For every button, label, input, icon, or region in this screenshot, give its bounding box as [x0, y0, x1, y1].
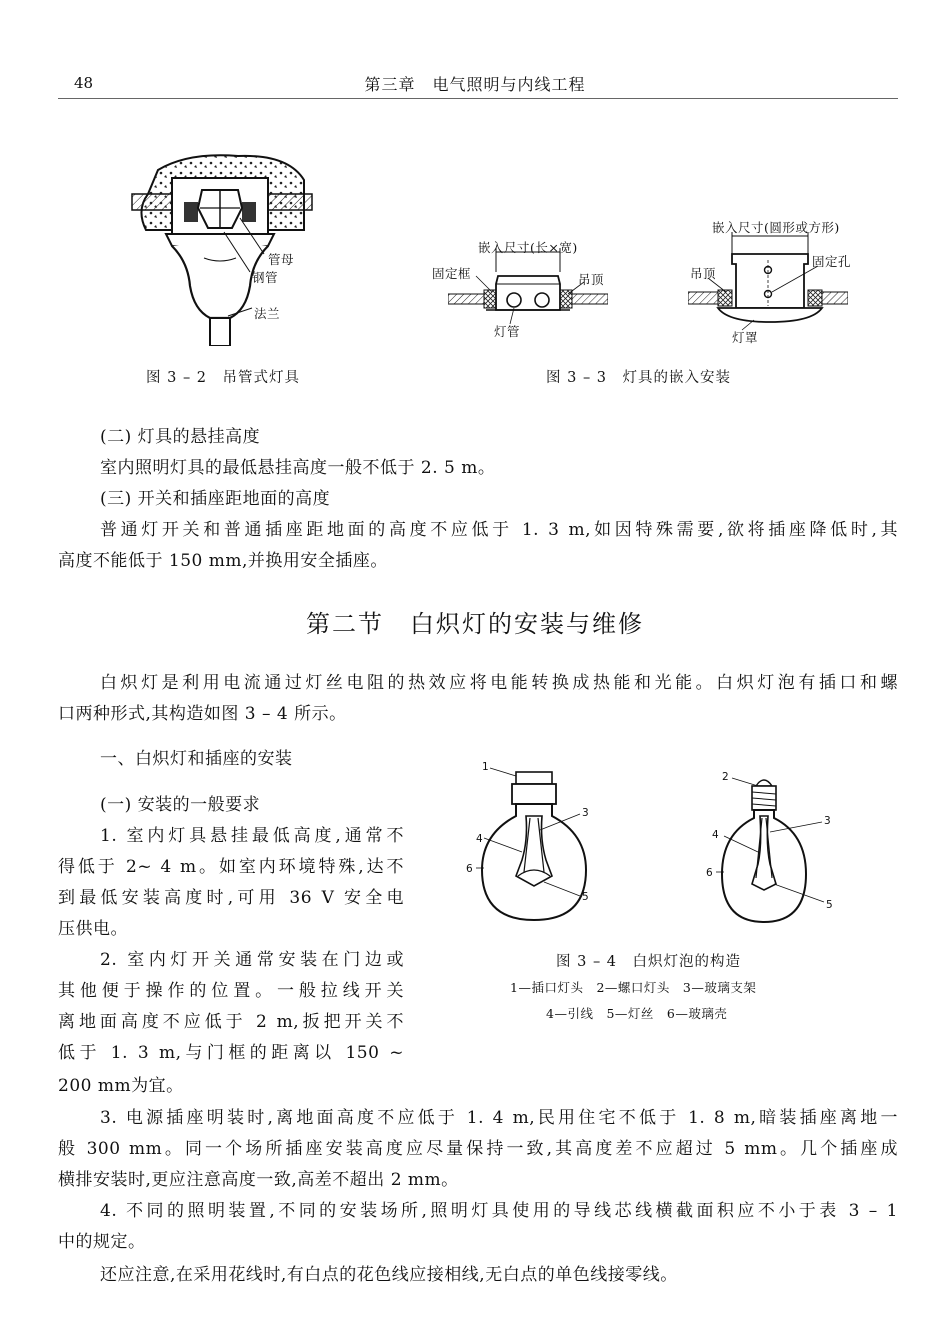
item1-line1: 1. 室内灯具悬挂最低高度,通常不: [100, 826, 404, 846]
item1-line4: 压供电。: [58, 919, 128, 939]
fig33-left-tube: 灯管: [494, 324, 521, 339]
item2-line2: 其他便于操作的位置。一般拉线开关: [58, 981, 404, 1001]
fig33-right-dim: 嵌入尺寸(圆形或方形): [712, 220, 840, 235]
figure-3-3-left-recessed-tube: [448, 246, 608, 332]
bulb-label-3-right: 3: [824, 815, 831, 827]
bulb-label-6-left: 6: [466, 863, 473, 875]
header-rule: [58, 98, 898, 99]
figure-3-2-pendant-lamp: [128, 150, 318, 346]
heading-hang-height: (二) 灯具的悬挂高度: [100, 427, 261, 447]
fig34-caption: 图 3 – 4 白炽灯泡的构造: [556, 954, 742, 970]
fig33-right-cover: 灯罩: [732, 330, 759, 345]
fig34-legend-line2: 4—引线 5—灯丝 6—玻璃壳: [546, 1006, 728, 1021]
bulb-label-4-right: 4: [712, 829, 719, 841]
para-intro-line1: 白炽灯是利用电流通过灯丝电阻的热效应将电能转换成热能和光能。白炽灯泡有插口和螺: [100, 673, 898, 693]
fig32-label-nut: 管母: [268, 252, 295, 267]
heading-install: 一、白炽灯和插座的安装: [100, 749, 293, 769]
item2-line1: 2. 室内灯开关通常安装在门边或: [100, 950, 404, 970]
para-switch-line1: 普通灯开关和普通插座距地面的高度不应低于 1. 3 m,如因特殊需要,欲将插座降低时,其: [100, 520, 898, 540]
fig33-left-frame: 固定框: [432, 266, 472, 281]
item2-line3: 离地面高度不应低于 2 m,扳把开关不: [58, 1012, 404, 1032]
item2-line4: 低于 1. 3 m,与门框的距离以 150 ~: [58, 1043, 404, 1063]
bulb-label-3-left: 3: [582, 807, 589, 819]
para-switch-line2: 高度不能低于 150 mm,并换用安全插座。: [58, 551, 388, 571]
heading-switch-height: (三) 开关和插座距地面的高度: [100, 489, 331, 509]
para-intro-line2: 口两种形式,其构造如图 3 – 4 所示。: [58, 704, 347, 724]
figure-3-4-bulbs: [460, 760, 850, 930]
fig32-caption: 图 3 – 2 吊管式灯具: [146, 370, 301, 386]
fig33-right-ceiling: 吊顶: [690, 266, 717, 281]
screw-bulb: [716, 778, 824, 922]
heading-general-req: (一) 安装的一般要求: [100, 795, 261, 815]
item4-line2: 中的规定。: [58, 1232, 146, 1252]
fig33-left-dim: 嵌入尺寸(长×宽): [478, 240, 578, 255]
bulb-label-6-right: 6: [706, 867, 713, 879]
item2-line5: 200 mm为宜。: [58, 1076, 184, 1096]
para-last: 还应注意,在采用花线时,有白点的花色线应接相线,无白点的单色线接零线。: [100, 1265, 678, 1285]
item1-line3: 到最低安装高度时,可用 36 V 安全电: [58, 888, 404, 908]
para-hang-height: 室内照明灯具的最低悬挂高度一般不低于 2. 5 m。: [100, 458, 496, 478]
item4-line1: 4. 不同的照明装置,不同的安装场所,照明灯具使用的导线芯线横截面积应不小于表 3 – 1: [100, 1201, 898, 1221]
bayonet-bulb: [476, 768, 586, 920]
item3-line2: 般 300 mm。同一个场所插座安装高度应尽量保持一致,其高度差不应超过 5 mm。几个插座成: [58, 1139, 898, 1159]
page-number: 48: [74, 74, 94, 92]
item1-line2: 得低于 2~ 4 m。如室内环境特殊,达不: [58, 857, 404, 877]
fig33-right-hole: 固定孔: [812, 254, 852, 269]
bulb-label-5-left: 5: [582, 891, 589, 903]
bulb-label-1: 1: [482, 761, 489, 773]
section-title: 第二节 白炽灯的安装与维修: [306, 610, 644, 638]
fig32-label-pipe: 钢管: [252, 270, 279, 285]
fig33-caption: 图 3 – 3 灯具的嵌入安装: [546, 370, 732, 386]
fig32-label-flange: 法兰: [254, 306, 281, 321]
bulb-label-2: 2: [722, 771, 729, 783]
item3-line3: 横排安装时,更应注意高度一致,高差不超出 2 mm。: [58, 1170, 459, 1190]
chapter-title: 第三章 电气照明与内线工程: [364, 75, 586, 94]
figure-3-3-right-recessed-downlight: [688, 230, 848, 340]
bulb-label-4-left: 4: [476, 833, 483, 845]
item3-line1: 3. 电源插座明装时,离地面高度不应低于 1. 4 m,民用住宅不低于 1. 8 m,暗装插座离地一: [100, 1108, 898, 1128]
fig33-left-ceiling: 吊顶: [578, 272, 605, 287]
fig34-legend-line1: 1—插口灯头 2—螺口灯头 3—玻璃支架: [510, 980, 757, 995]
bulb-label-5-right: 5: [826, 899, 833, 911]
